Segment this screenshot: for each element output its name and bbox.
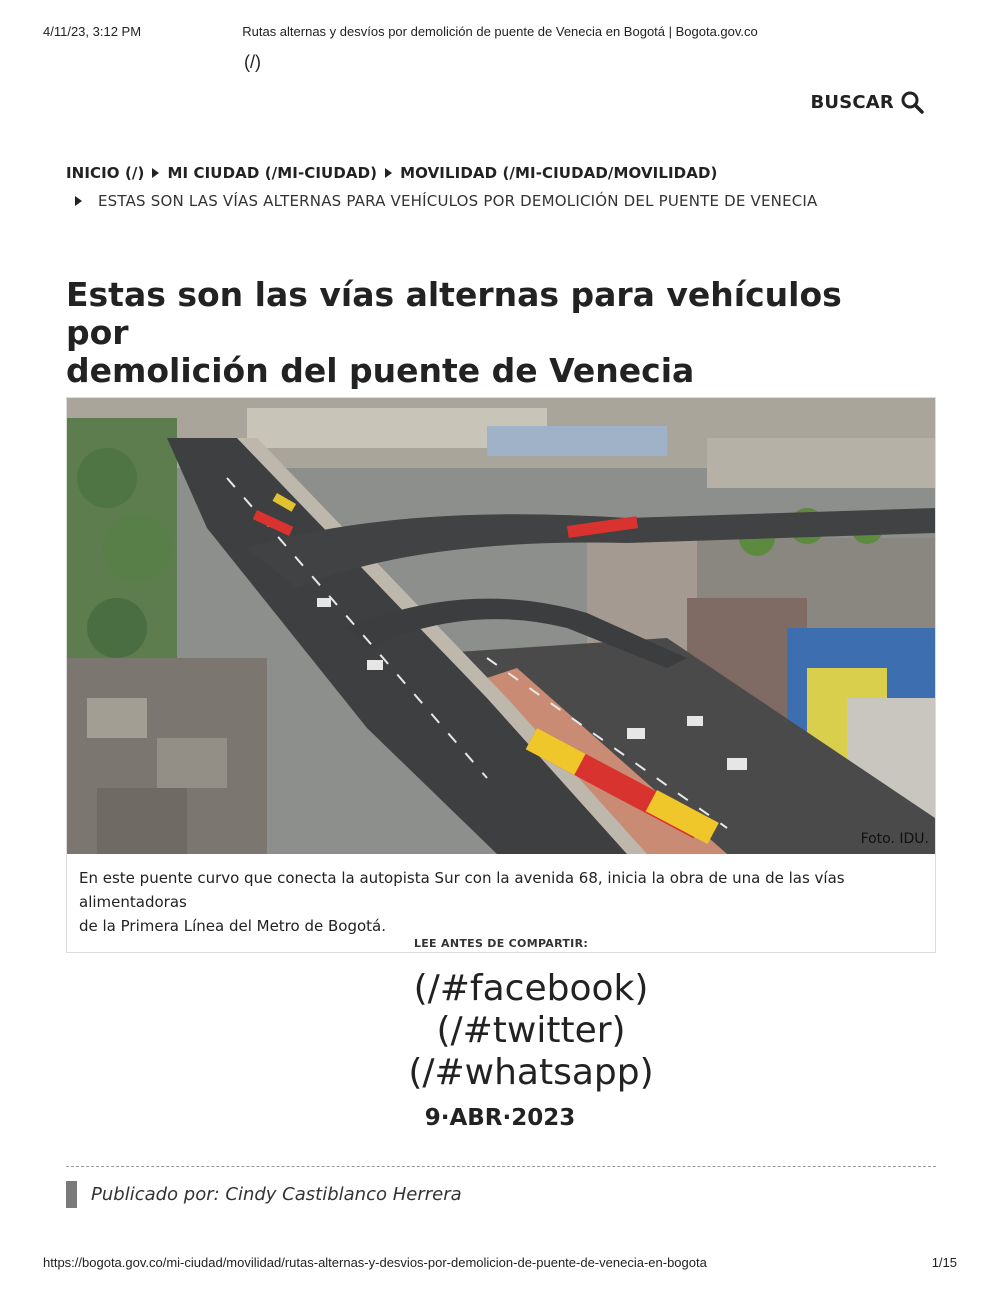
breadcrumb-separator-icon bbox=[152, 168, 159, 178]
article-photo bbox=[67, 398, 935, 854]
print-url: https://bogota.gov.co/mi-ciudad/movilidad/rutas-alternas-y-desvios-por-demolicion-de-puente-de-venecia-en-bogota bbox=[43, 1255, 707, 1270]
search-label: BUSCAR bbox=[810, 91, 894, 113]
breadcrumb bbox=[66, 162, 946, 212]
article-title-line2: demolición del puente de Venecia bbox=[66, 351, 695, 390]
print-datetime: 4/11/23, 3:12 PM bbox=[43, 24, 142, 39]
author-accent-bar bbox=[66, 1181, 77, 1208]
breadcrumb-movilidad[interactable]: MOVILIDAD (/MI-CIUDAD/MOVILIDAD) bbox=[400, 164, 718, 182]
print-doc-title: Rutas alternas y desvíos por demolición de puente de Venecia en Bogotá | Bogota.gov.co bbox=[242, 24, 758, 39]
article-figure bbox=[66, 397, 936, 953]
share-twitter-link[interactable]: (/#twitter) bbox=[436, 1010, 626, 1051]
image-credit: Foto. IDU. bbox=[860, 831, 929, 847]
author-name: Publicado por: Cindy Castiblanco Herrera bbox=[91, 1184, 462, 1205]
share-links bbox=[0, 968, 1000, 1094]
share-whatsapp-link[interactable]: (/#whatsapp) bbox=[408, 1052, 654, 1093]
article-title bbox=[66, 276, 906, 390]
author-block bbox=[66, 1181, 462, 1208]
bridge-render-image bbox=[67, 398, 935, 854]
article-title-line1: Estas son las vías alternas para vehículos por bbox=[66, 275, 842, 352]
share-facebook-link[interactable]: (/#facebook) bbox=[413, 968, 649, 1009]
search-icon bbox=[900, 90, 924, 114]
divider bbox=[66, 1166, 936, 1167]
image-caption-line1: En este puente curvo que conecta la autopista Sur con la avenida 68, inicia la obra de una de las vías alimentadoras bbox=[79, 869, 845, 911]
breadcrumb-separator-icon bbox=[75, 196, 82, 206]
home-logo-link[interactable]: (/) bbox=[244, 52, 261, 72]
print-page-number: 1/15 bbox=[931, 1255, 957, 1270]
breadcrumb-current: ESTAS SON LAS VÍAS ALTERNAS PARA VEHÍCULOS POR DEMOLICIÓN DEL PUENTE DE VENECIA bbox=[98, 192, 818, 210]
share-heading: LEE ANTES DE COMPARTIR: bbox=[413, 937, 589, 950]
breadcrumb-inicio[interactable]: INICIO (/) bbox=[66, 164, 145, 182]
search-button[interactable] bbox=[810, 90, 924, 114]
publish-date: 9·ABR·2023 bbox=[424, 1105, 576, 1131]
breadcrumb-separator-icon bbox=[385, 168, 392, 178]
breadcrumb-mi-ciudad[interactable]: MI CIUDAD (/MI-CIUDAD) bbox=[167, 164, 378, 182]
image-caption-line2: de la Primera Línea del Metro de Bogotá. bbox=[79, 917, 386, 935]
